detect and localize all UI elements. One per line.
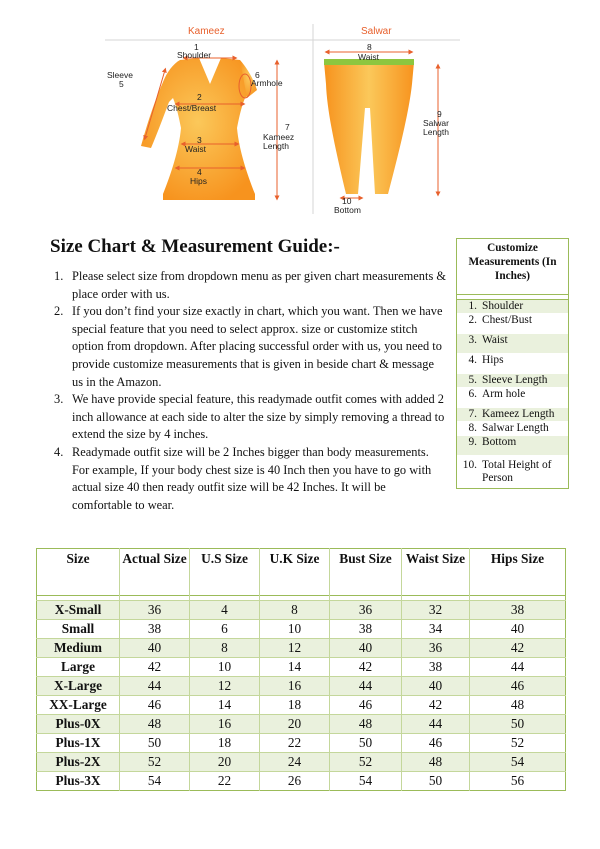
salwar-length-label-2: Length: [423, 127, 449, 137]
waist-label: Waist: [185, 144, 206, 154]
customize-row-label: Bottom: [482, 436, 517, 448]
customize-row: [457, 334, 568, 354]
bottom-label: Bottom: [334, 205, 361, 215]
customize-row-num: 7.: [468, 408, 477, 420]
waist-num: 3: [197, 135, 202, 145]
customize-row-label: Sleeve Length: [482, 374, 548, 386]
customize-row: [457, 374, 568, 388]
guide-item-text: Readymade outfit size will be 2 Inches bigger than body measurements. For example, If your body chest size is 40 Inch then you have to go with actual size 40 then ready outfit size will be 42 Inches. It will be comfortable to wear.: [72, 444, 432, 512]
size-value-cell: 20: [190, 753, 260, 772]
customize-row-label: Chest/Bust: [482, 314, 533, 326]
header-waist-size: Waist Size: [402, 549, 470, 596]
guide-item-text: Please select size from dropdown menu as per given chart measurements & place order with us.: [72, 269, 447, 301]
kameez-length-label-1: Kameez: [263, 132, 295, 142]
kameez-length-label-2: Length: [263, 141, 289, 151]
size-table-body: [37, 596, 566, 791]
guide-item: [54, 268, 448, 303]
size-chart-table: [36, 548, 566, 791]
guide-item: [54, 391, 448, 444]
customize-row-num: 9.: [468, 436, 477, 448]
size-name-cell: Medium: [37, 639, 120, 658]
guide-item-text: We have provide special feature, this readymade outfit comes with added 2 inch allowance at each side to alter the size by simply removing a thread to extend the size by 4 inches.: [72, 392, 445, 442]
size-value-cell: 22: [190, 772, 260, 791]
size-value-cell: 52: [330, 753, 402, 772]
guide-title: Size Chart & Measurement Guide:-: [50, 236, 340, 257]
kameez-title: Kameez: [188, 26, 225, 37]
customize-row: [457, 354, 568, 374]
customize-row: [457, 408, 568, 422]
size-value-cell: 12: [190, 677, 260, 696]
guide-item-num: 2.: [54, 304, 64, 319]
customize-row-num: 8.: [468, 422, 477, 434]
size-value-cell: 46: [470, 677, 566, 696]
customize-row-num: 3.: [468, 334, 477, 346]
size-value-cell: 50: [120, 734, 190, 753]
size-table-row: [37, 677, 566, 696]
customize-row-label: Arm hole: [482, 388, 526, 400]
sleeve-label: Sleeve: [107, 70, 133, 80]
size-value-cell: 38: [330, 620, 402, 639]
hips-label: Hips: [190, 176, 208, 186]
size-value-cell: 18: [260, 696, 330, 715]
size-table-row: [37, 658, 566, 677]
salwar-length-label-1: Salwar: [423, 118, 449, 128]
customize-row: [457, 388, 568, 408]
salwar-title: Salwar: [361, 26, 392, 37]
size-value-cell: 52: [120, 753, 190, 772]
header-uk-size: U.K Size: [260, 549, 330, 596]
size-name-cell: Plus-0X: [37, 715, 120, 734]
customize-row: [457, 436, 568, 456]
customize-row-num: 2.: [468, 314, 477, 326]
guide-item: [54, 303, 448, 391]
size-value-cell: 10: [190, 658, 260, 677]
size-value-cell: 48: [402, 753, 470, 772]
size-value-cell: 24: [260, 753, 330, 772]
size-value-cell: 54: [330, 772, 402, 791]
customize-row-label: Shoulder: [482, 300, 524, 312]
customize-row-num: 1.: [468, 300, 477, 312]
size-value-cell: 8: [260, 601, 330, 620]
size-value-cell: 32: [402, 601, 470, 620]
size-name-cell: Plus-2X: [37, 753, 120, 772]
size-name-cell: Large: [37, 658, 120, 677]
salwar-shape: [324, 62, 414, 194]
size-value-cell: 42: [330, 658, 402, 677]
size-value-cell: 4: [190, 601, 260, 620]
customize-row-num: 5.: [468, 374, 477, 386]
size-value-cell: 36: [120, 601, 190, 620]
size-value-cell: 38: [402, 658, 470, 677]
header-hips-size: Hips Size: [490, 551, 545, 566]
size-value-cell: 14: [260, 658, 330, 677]
size-value-cell: 48: [120, 715, 190, 734]
shoulder-label: Shoulder: [177, 50, 212, 60]
header-us-size: U.S Size: [190, 549, 260, 596]
size-value-cell: 44: [330, 677, 402, 696]
header-size: Size: [37, 549, 120, 596]
size-value-cell: 52: [470, 734, 566, 753]
size-value-cell: 50: [402, 772, 470, 791]
customize-row-label: Kameez Length: [482, 408, 555, 420]
size-value-cell: 22: [260, 734, 330, 753]
size-value-cell: 50: [470, 715, 566, 734]
customize-row-num: 6.: [468, 388, 477, 400]
kameez-length-num: 7: [285, 122, 290, 132]
chest-num: 2: [197, 92, 202, 102]
size-value-cell: 40: [120, 639, 190, 658]
salwar-waist-label: Waist: [358, 52, 379, 62]
sleeve-num: 5: [119, 79, 124, 89]
size-value-cell: 14: [190, 696, 260, 715]
customize-row-label: Hips: [482, 354, 504, 366]
size-value-cell: 16: [190, 715, 260, 734]
size-value-cell: 20: [260, 715, 330, 734]
customize-title: Customize Measurements (In Inches): [457, 239, 568, 295]
customize-row-label: Total Height of Person: [482, 459, 552, 484]
customize-row: [457, 422, 568, 436]
customize-row: [457, 456, 568, 488]
size-value-cell: 10: [260, 620, 330, 639]
size-table-row: [37, 715, 566, 734]
armhole-num: 6: [255, 70, 260, 80]
size-value-cell: 36: [330, 601, 402, 620]
size-value-cell: 48: [330, 715, 402, 734]
size-value-cell: 40: [402, 677, 470, 696]
size-value-cell: 12: [260, 639, 330, 658]
size-table-row: [37, 753, 566, 772]
guide-item: [54, 444, 448, 514]
size-value-cell: 16: [260, 677, 330, 696]
salwar-length-num: 9: [437, 109, 442, 119]
size-value-cell: 56: [470, 772, 566, 791]
size-name-cell: X-Large: [37, 677, 120, 696]
shoulder-num: 1: [194, 42, 199, 52]
customize-row: [457, 300, 568, 314]
size-value-cell: 42: [402, 696, 470, 715]
guide-item-num: 4.: [54, 444, 64, 459]
size-name-cell: XX-Large: [37, 696, 120, 715]
size-name-cell: X-Small: [37, 601, 120, 620]
armhole-label: Armhole: [251, 78, 283, 88]
size-value-cell: 54: [470, 753, 566, 772]
size-value-cell: 34: [402, 620, 470, 639]
size-value-cell: 46: [330, 696, 402, 715]
chest-label: Chest/Breast: [167, 103, 217, 113]
size-value-cell: 38: [470, 601, 566, 620]
size-value-cell: 46: [402, 734, 470, 753]
measurement-diagram: [105, 22, 465, 217]
customize-row-label: Salwar Length: [482, 422, 549, 434]
customize-row-num: 4.: [468, 354, 477, 366]
size-value-cell: 18: [190, 734, 260, 753]
guide-list: [54, 268, 448, 514]
size-value-cell: 36: [402, 639, 470, 658]
size-table-header-row: [37, 549, 566, 596]
size-value-cell: 50: [330, 734, 402, 753]
hips-num: 4: [197, 167, 202, 177]
size-value-cell: 42: [470, 639, 566, 658]
size-value-cell: 48: [470, 696, 566, 715]
size-value-cell: 38: [120, 620, 190, 639]
salwar-waist-num: 8: [367, 42, 372, 52]
customize-measurements-table: [456, 238, 569, 489]
header-actual-size: Actual Size: [120, 549, 190, 596]
size-table-row: [37, 734, 566, 753]
customize-row-num: 10.: [462, 459, 477, 471]
guide-item-num: 1.: [54, 269, 64, 283]
size-table-row: [37, 772, 566, 791]
size-table-row: [37, 601, 566, 620]
header-bust-size: Bust Size: [330, 549, 402, 596]
size-name-cell: Plus-1X: [37, 734, 120, 753]
size-name-cell: Plus-3X: [37, 772, 120, 791]
guide-item-num: 3.: [54, 392, 64, 407]
customize-row: [457, 314, 568, 334]
size-value-cell: 6: [190, 620, 260, 639]
size-value-cell: 40: [470, 620, 566, 639]
guide-item-text: If you don’t find your size exactly in chart, which you want. Then we have special feature that you need to select approx. size or customize stitch option from dropdown. After placing successful order with us, you need to provide customize measurements that is given in beside chart & message us in the Amazon.: [72, 304, 443, 389]
size-value-cell: 40: [330, 639, 402, 658]
size-table-row: [37, 620, 566, 639]
size-value-cell: 46: [120, 696, 190, 715]
size-value-cell: 26: [260, 772, 330, 791]
customize-row-label: Waist: [482, 334, 508, 346]
size-value-cell: 44: [120, 677, 190, 696]
bottom-num: 10: [342, 196, 352, 206]
size-table-row: [37, 639, 566, 658]
size-value-cell: 8: [190, 639, 260, 658]
size-value-cell: 44: [470, 658, 566, 677]
size-value-cell: 44: [402, 715, 470, 734]
size-name-cell: Small: [37, 620, 120, 639]
size-table-row: [37, 696, 566, 715]
size-value-cell: 42: [120, 658, 190, 677]
size-value-cell: 54: [120, 772, 190, 791]
